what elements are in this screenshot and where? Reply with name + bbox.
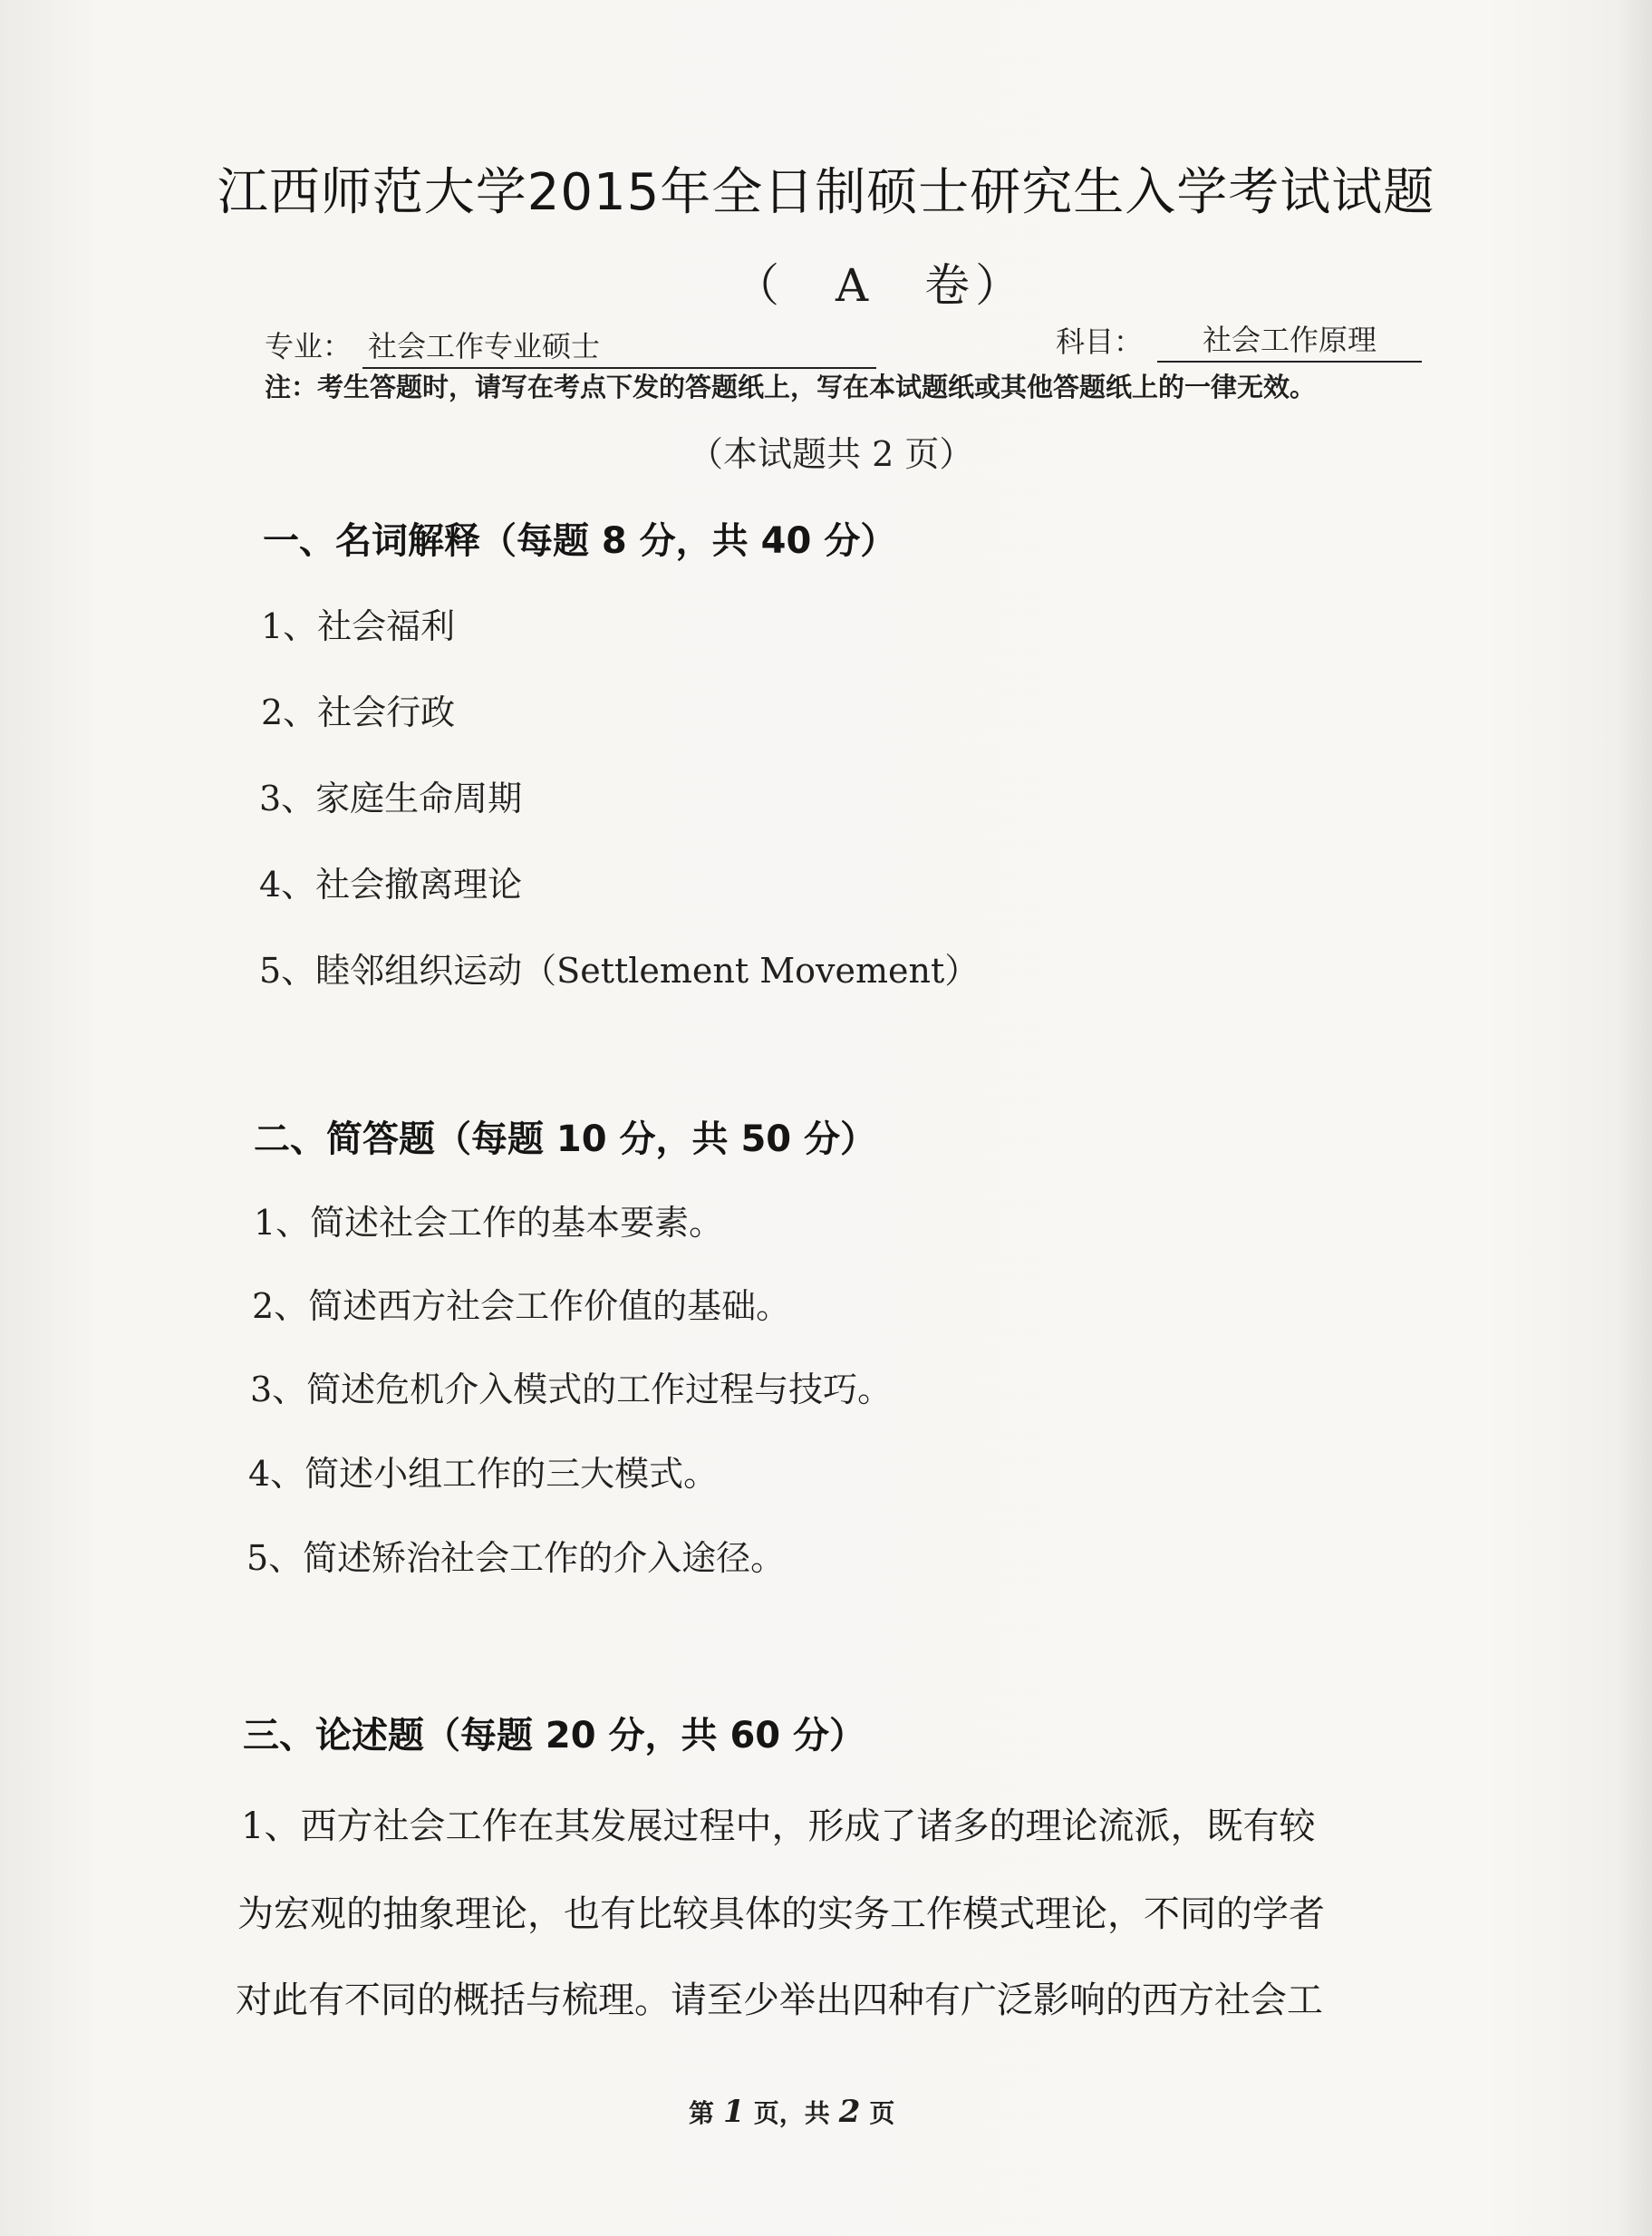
major-value: 社会工作专业硕士 bbox=[362, 324, 876, 369]
list-item: 4、简述小组工作的三大模式。 bbox=[248, 1454, 719, 1494]
section-heading-3: 三、论述题（每题 20 分，共 60 分） bbox=[243, 1715, 866, 1757]
exam-volume: （ A 卷） bbox=[734, 259, 1027, 312]
list-item: 1、社会福利 bbox=[261, 606, 456, 646]
list-item: 3、简述危机介入模式的工作过程与技巧。 bbox=[250, 1370, 893, 1409]
subject-label: 科目： bbox=[1056, 324, 1144, 359]
list-item: 5、简述矫治社会工作的介入途径。 bbox=[246, 1538, 786, 1578]
essay-line: 1、西方社会工作在其发展过程中，形成了诸多的理论流派，既有较 bbox=[241, 1805, 1316, 1847]
list-item: 1、简述社会工作的基本要素。 bbox=[254, 1203, 724, 1243]
footer-prefix: 第 bbox=[689, 2098, 715, 2128]
essay-line: 为宏观的抽象理论，也有比较具体的实务工作模式理论，不同的学者 bbox=[237, 1893, 1325, 1935]
major-label: 专业： bbox=[265, 329, 353, 363]
section-heading-2: 二、简答题（每题 10 分，共 50 分） bbox=[254, 1118, 877, 1160]
footer-suffix: 页 bbox=[869, 2098, 895, 2128]
list-item: 2、简述西方社会工作价值的基础。 bbox=[252, 1286, 791, 1326]
footer-middle: 页，共 bbox=[753, 2098, 830, 2128]
list-item: 5、睦邻组织运动（Settlement Movement） bbox=[259, 951, 980, 991]
page-footer bbox=[689, 2094, 894, 2130]
subject-value: 社会工作原理 bbox=[1157, 317, 1422, 363]
list-item: 2、社会行政 bbox=[261, 692, 456, 732]
essay-line: 对此有不同的概括与梳理。请至少举出四种有广泛影响的西方社会工 bbox=[236, 1979, 1323, 2021]
list-item: 3、家庭生命周期 bbox=[259, 779, 523, 818]
exam-note: 注：考生答题时，请写在考点下发的答题纸上，写在本试题纸或其他答题纸上的一律无效。 bbox=[265, 372, 1317, 402]
list-item: 4、社会撤离理论 bbox=[259, 865, 523, 905]
section-heading-1: 一、名词解释（每题 8 分，共 40 分） bbox=[263, 520, 897, 562]
page-count: （本试题共 2 页） bbox=[689, 434, 974, 474]
page-edge-shadow bbox=[1616, 0, 1652, 2236]
footer-total-pages: 2 bbox=[838, 2094, 861, 2130]
footer-current-page: 1 bbox=[723, 2094, 745, 2130]
exam-title: 江西师范大学2015年全日制硕士研究生入学考试试题 bbox=[217, 163, 1435, 222]
